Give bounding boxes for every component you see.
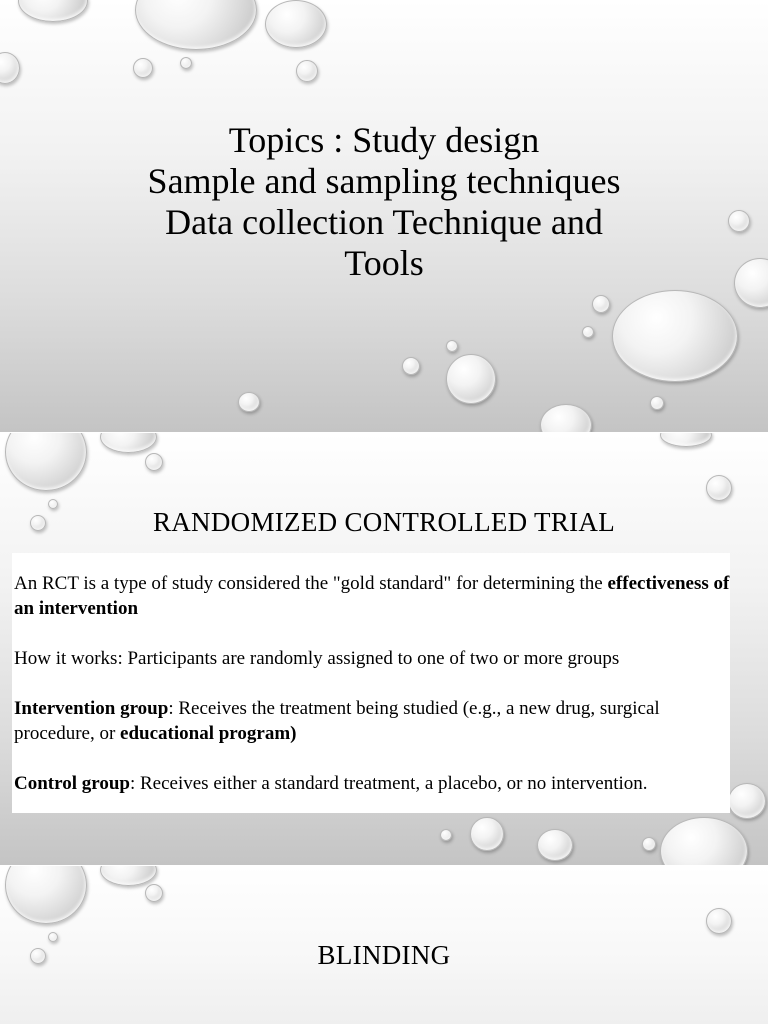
water-drop <box>734 258 768 308</box>
slide-1 <box>0 0 768 432</box>
water-drop <box>660 817 748 865</box>
slide-3-title: BLINDING <box>317 940 451 970</box>
water-drop <box>265 0 327 48</box>
water-drop <box>660 433 712 447</box>
title-line: Data collection Technique and <box>165 202 603 242</box>
water-drop <box>145 884 163 902</box>
water-drop <box>100 433 157 453</box>
slide-2 <box>0 433 768 865</box>
title-line: Topics : Study design <box>228 120 540 160</box>
water-drop <box>537 829 573 861</box>
water-drop <box>100 866 157 886</box>
water-drop <box>728 783 766 819</box>
title-line: Tools <box>344 243 424 283</box>
water-drop <box>706 475 732 501</box>
rct-how-it-works: How it works: Participants are randomly assigned to one of two or more groups <box>14 648 620 669</box>
water-drop <box>446 354 496 404</box>
water-drop <box>582 326 594 338</box>
water-drop <box>180 57 192 69</box>
rct-content-box <box>12 553 730 813</box>
slide-2-title: RANDOMIZED CONTROLLED TRIAL <box>152 507 616 537</box>
slide-3 <box>0 866 768 1024</box>
water-drop <box>5 433 87 491</box>
water-drop <box>18 0 88 22</box>
water-drop <box>446 340 458 352</box>
water-drop <box>0 52 20 84</box>
water-drop <box>612 290 738 382</box>
title-line: Sample and sampling techniques <box>147 161 621 201</box>
water-drop <box>540 404 592 432</box>
water-drop <box>133 58 153 78</box>
water-drop <box>402 357 420 375</box>
water-drop <box>5 866 87 924</box>
water-drop <box>728 210 750 232</box>
water-drop <box>238 392 260 412</box>
water-drop <box>135 0 257 50</box>
intervention-group-text: Intervention group: Receives the treatment being studied (e.g., a new drug, surgical procedure, or educational program) <box>14 698 660 744</box>
water-drop <box>592 295 610 313</box>
water-drop <box>650 396 664 410</box>
rct-definition: An RCT is a type of study considered the "gold standard" for determining the effectiveness of an intervention <box>14 573 730 619</box>
water-drop <box>706 908 732 934</box>
water-drop <box>296 60 318 82</box>
water-drop <box>642 837 656 851</box>
water-drop <box>440 829 452 841</box>
control-group-text: Control group: Receives either a standard treatment, a placebo, or no intervention. <box>14 773 648 794</box>
water-drop <box>145 453 163 471</box>
slide-1-title <box>84 120 684 284</box>
water-drop <box>470 817 504 851</box>
